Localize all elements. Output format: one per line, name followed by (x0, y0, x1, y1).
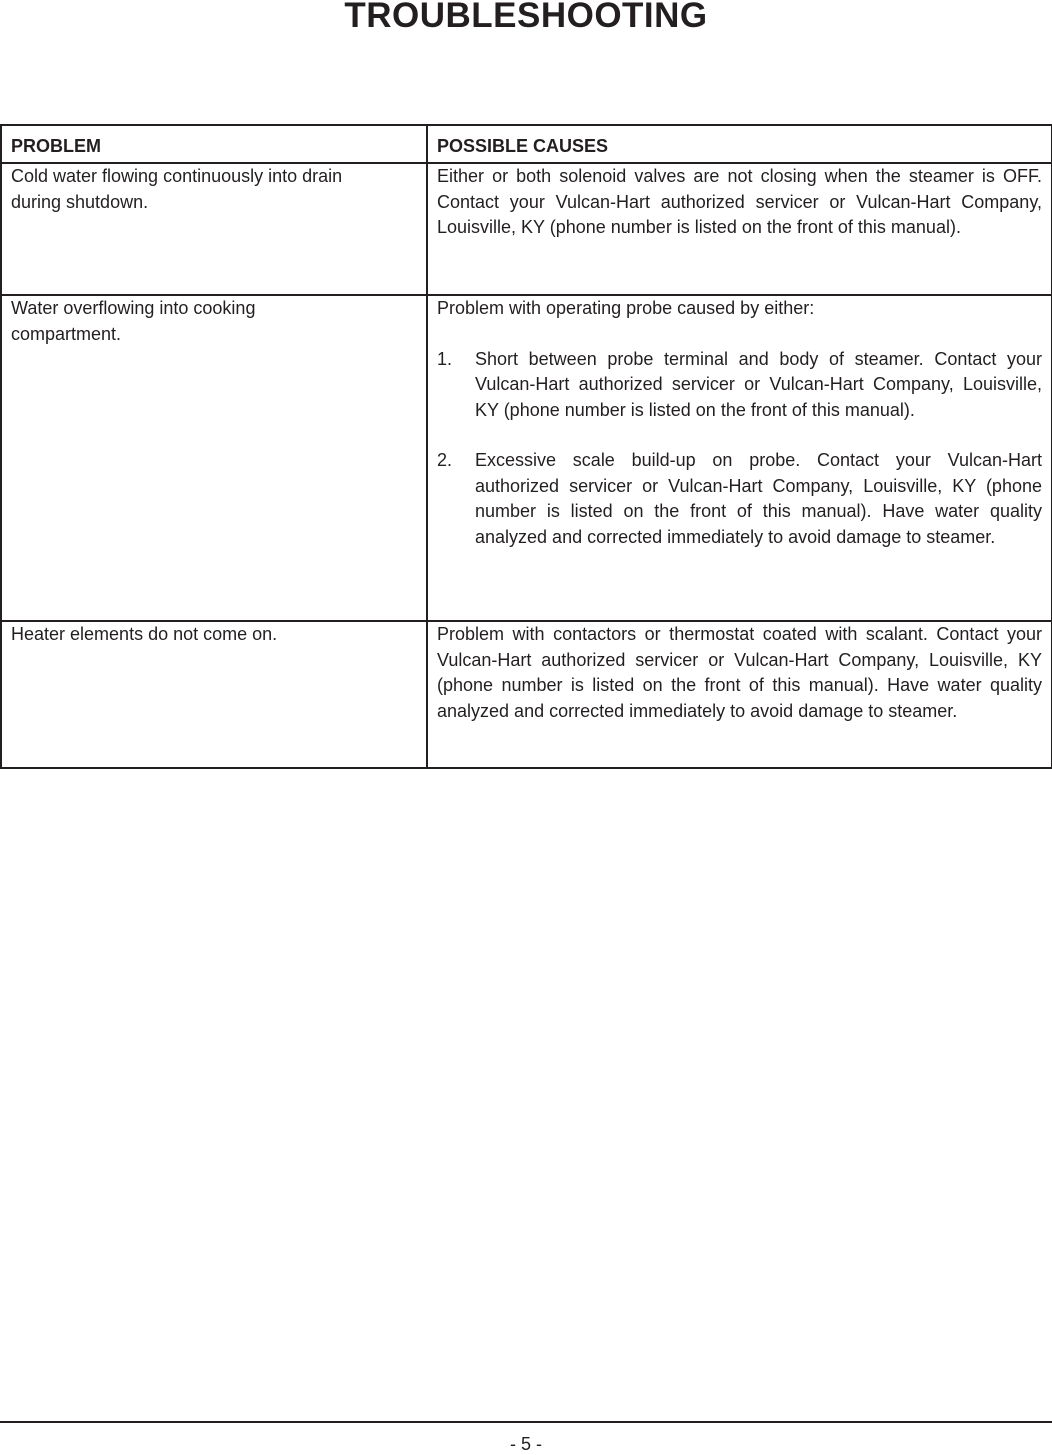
list-item (437, 347, 1042, 424)
problem-cell (1, 295, 427, 621)
problem-text: Water overflowing into cooking compartment. (11, 298, 256, 344)
step-text: Excessive scale build-up on probe. Contact your Vulcan-Hart authorized servicer or Vulcan-Hart Company, Louisville, KY (phone number is listed on the front of this manual). Have water quality analyzed and corrected immediately to avoid damage to steamer. (475, 450, 1042, 547)
troubleshooting-table (0, 124, 1052, 769)
table-row (1, 295, 1052, 621)
cause-cell (427, 163, 1052, 295)
cause-lead-text: Problem with operating probe caused by either: (437, 298, 815, 318)
step-number: 2. (437, 450, 453, 470)
page-number: - 5 - (509, 1434, 542, 1454)
step-number: 1. (437, 348, 453, 369)
problem-text: Cold water flowing continuously into drain during shutdown. (11, 166, 343, 212)
footer-divider (0, 1421, 1052, 1423)
cause-cell (427, 295, 1052, 621)
table-row (1, 163, 1052, 295)
step-text: Short between probe terminal and body of steamer. Contact your Vulcan-Hart authorized servicer or Vulcan-Hart Company, Louisville, KY (phone number is listed on the front of this manual). (475, 348, 1042, 420)
page-title: TROUBLESHOOTING (344, 0, 708, 35)
list-item (437, 448, 1042, 550)
table-row (1, 621, 1052, 768)
problem-cell (1, 163, 427, 295)
problem-text: Heater elements do not come on. (11, 624, 278, 644)
table-header-row (1, 125, 1052, 163)
cause-text: Problem with contactors or thermostat coated with scalant. Contact your Vulcan-Hart authorized servicer or Vulcan-Hart Company, Louisville, KY (phone number is listed on the front of this manual). Have water quality analyzed and corrected immediately to avoid damage to steamer. (437, 624, 1042, 721)
cause-cell (427, 621, 1052, 768)
causes-column-header: POSSIBLE CAUSES (427, 125, 1052, 163)
cause-steps-list (437, 347, 1042, 551)
problem-column-header: PROBLEM (1, 125, 427, 163)
problem-cell (1, 621, 427, 768)
cause-text: Either or both solenoid valves are not closing when the steamer is OFF. Contact your Vulcan-Hart authorized servicer or Vulcan-Hart Company, Louisville, KY (phone number is listed on the front of this manual). (437, 166, 1042, 237)
